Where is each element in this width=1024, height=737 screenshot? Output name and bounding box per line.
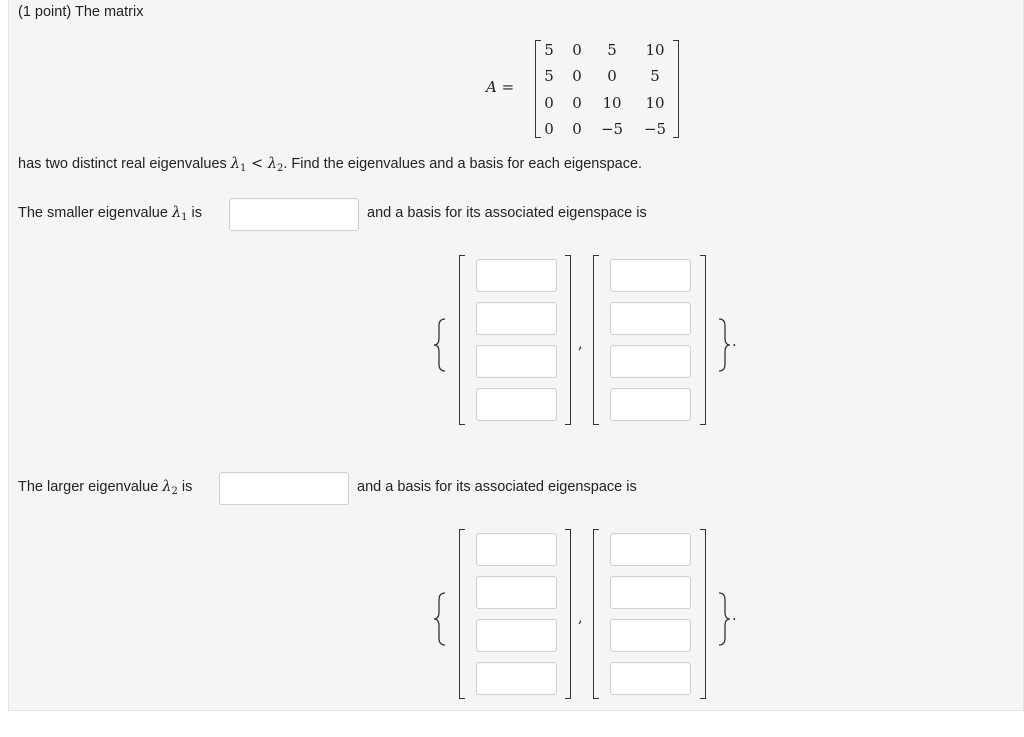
- matrix-cell: 5: [544, 41, 554, 59]
- matrix-cell: 0: [572, 41, 582, 59]
- matrix-cell: 0: [572, 67, 582, 85]
- matrix-cell: −5: [643, 120, 667, 138]
- matrix-cell: 5: [544, 67, 554, 85]
- matrix-label: A =: [486, 78, 515, 96]
- larger-basis-vector2-entry1[interactable]: [610, 533, 691, 566]
- smaller-basis-vector1-entry4[interactable]: [476, 388, 557, 421]
- problem-statement: has two distinct real eigenvalues $\lambda_1 < \lambda_2$. Find the eigenvalues and a basis for each eigenspace.: [18, 156, 643, 174]
- larger-basis-label: and a basis for its associated eigenspace is: [357, 479, 637, 495]
- matrix-cell: 0: [544, 120, 554, 138]
- matrix-cell: 0: [572, 94, 582, 112]
- smaller-basis-label: and a basis for its associated eigenspace is: [367, 205, 647, 221]
- smaller-basis-vector2-entry1[interactable]: [610, 259, 691, 292]
- larger-basis-vector1-entry2[interactable]: [476, 576, 557, 609]
- larger-basis-vector1-entry1[interactable]: [476, 533, 557, 566]
- left-brace-icon: [433, 592, 447, 646]
- smaller-eigenvalue-label: The smaller eigenvalue $\lambda_1$ is: [18, 205, 203, 223]
- smaller-basis-vector2-entry2[interactable]: [610, 302, 691, 335]
- set-period: .: [732, 334, 737, 350]
- vector-bracket-left: [459, 255, 465, 425]
- larger-eigenvalue-input[interactable]: [219, 472, 349, 505]
- set-period: .: [732, 608, 737, 624]
- vector-bracket-right: [700, 529, 706, 699]
- problem-header: (1 point) The matrix: [18, 4, 144, 20]
- matrix-cell: 0: [544, 94, 554, 112]
- smaller-basis-vector1-entry1[interactable]: [476, 259, 557, 292]
- matrix-cell: 10: [645, 41, 665, 59]
- matrix-cell: 10: [645, 94, 665, 112]
- right-brace-icon: [717, 318, 731, 372]
- vector-bracket-right: [565, 529, 571, 699]
- matrix-cell: 10: [602, 94, 622, 112]
- larger-basis-vector1-entry3[interactable]: [476, 619, 557, 652]
- larger-eigenvalue-label: The larger eigenvalue $\lambda_2$ is: [18, 479, 193, 497]
- smaller-basis-vector2-entry3[interactable]: [610, 345, 691, 378]
- matrix-cell: 0: [572, 120, 582, 138]
- vector-bracket-right: [565, 255, 571, 425]
- matrix-bracket-right: [673, 40, 679, 138]
- matrix-cell: 5: [607, 41, 617, 59]
- smaller-basis-vector1-entry2[interactable]: [476, 302, 557, 335]
- right-brace-icon: [717, 592, 731, 646]
- vector-separator: ,: [578, 610, 583, 626]
- matrix-cell: −5: [600, 120, 624, 138]
- vector-bracket-right: [700, 255, 706, 425]
- matrix-cell: 0: [607, 67, 617, 85]
- vector-bracket-left: [593, 255, 599, 425]
- left-brace-icon: [433, 318, 447, 372]
- vector-separator: ,: [578, 336, 583, 352]
- vector-bracket-left: [459, 529, 465, 699]
- vector-bracket-left: [593, 529, 599, 699]
- larger-basis-vector2-entry2[interactable]: [610, 576, 691, 609]
- larger-basis-vector2-entry3[interactable]: [610, 619, 691, 652]
- smaller-eigenvalue-input[interactable]: [229, 198, 359, 231]
- matrix-cell: 5: [650, 67, 660, 85]
- larger-basis-vector2-entry4[interactable]: [610, 662, 691, 695]
- smaller-basis-vector2-entry4[interactable]: [610, 388, 691, 421]
- larger-basis-vector1-entry4[interactable]: [476, 662, 557, 695]
- smaller-basis-vector1-entry3[interactable]: [476, 345, 557, 378]
